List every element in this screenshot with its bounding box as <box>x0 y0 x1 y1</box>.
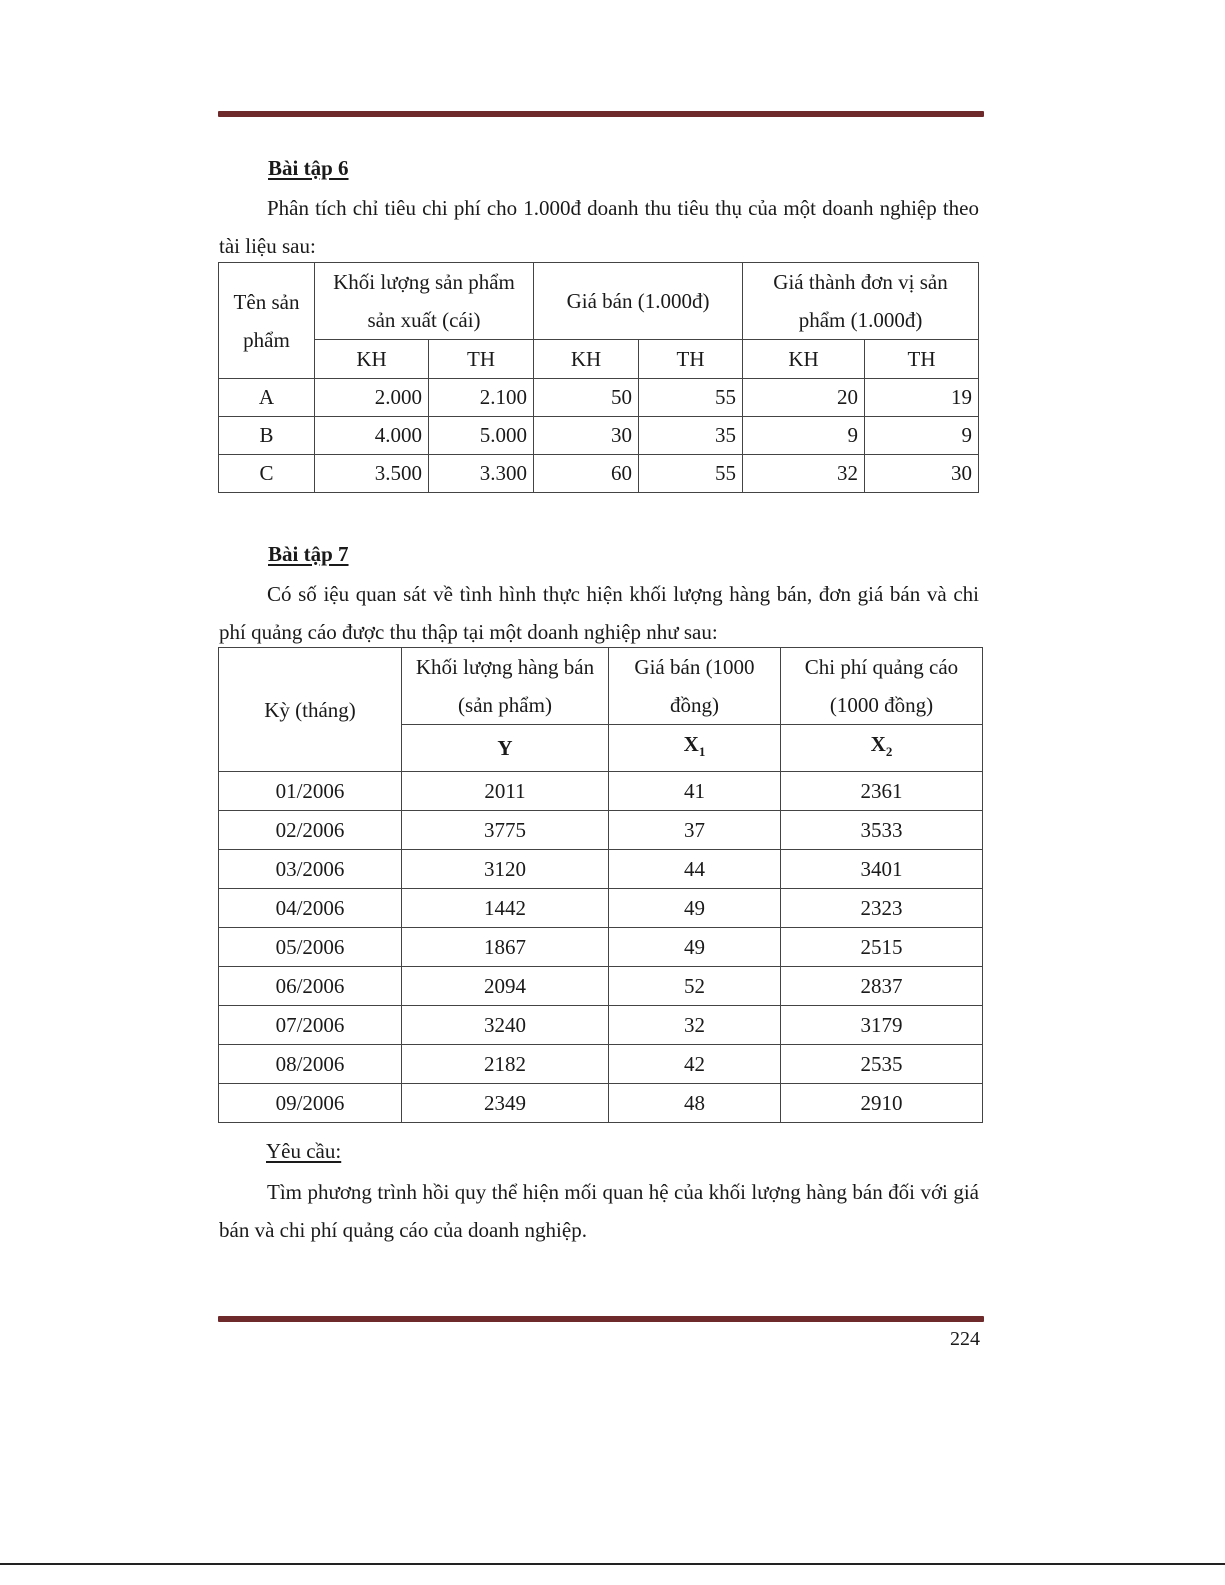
header-kh: KH <box>743 340 865 379</box>
cost-th: 9 <box>865 417 979 455</box>
table-row <box>219 1045 983 1084</box>
product-name: A <box>219 379 315 417</box>
x2-symbol: X <box>870 732 886 756</box>
table-row <box>219 1006 983 1045</box>
y-cell: 2182 <box>402 1045 609 1084</box>
table-row <box>219 1084 983 1123</box>
price-th: 55 <box>639 455 743 493</box>
qty-kh: 4.000 <box>315 417 429 455</box>
table-row <box>219 379 979 417</box>
period-cell: 09/2006 <box>219 1084 402 1123</box>
header-kh: KH <box>315 340 429 379</box>
price-th: 35 <box>639 417 743 455</box>
y-cell: 2094 <box>402 967 609 1006</box>
table-row <box>219 455 979 493</box>
requirement-label: Yêu cầu: <box>266 1139 342 1163</box>
x1-cell: 49 <box>609 889 781 928</box>
x2-cell: 3533 <box>781 811 983 850</box>
period-cell: 02/2006 <box>219 811 402 850</box>
x1-cell: 49 <box>609 928 781 967</box>
exercise6-table <box>218 262 979 493</box>
period-cell: 07/2006 <box>219 1006 402 1045</box>
period-cell: 04/2006 <box>219 889 402 928</box>
x2-cell: 2323 <box>781 889 983 928</box>
header-price: Giá bán (1000 đồng) <box>609 648 781 725</box>
table-row <box>219 772 983 811</box>
table-row <box>219 928 983 967</box>
y-cell: 3240 <box>402 1006 609 1045</box>
period-cell: 06/2006 <box>219 967 402 1006</box>
y-cell: 2011 <box>402 772 609 811</box>
x1-cell: 32 <box>609 1006 781 1045</box>
x2-cell: 2535 <box>781 1045 983 1084</box>
exercise7-heading: Bài tập 7 <box>268 542 349 566</box>
price-kh: 30 <box>534 417 639 455</box>
x2-subscript: 2 <box>885 744 893 760</box>
header-y: Y <box>402 725 609 772</box>
footer-rule <box>218 1316 984 1322</box>
header-kh: KH <box>534 340 639 379</box>
header-th: TH <box>865 340 979 379</box>
qty-kh: 2.000 <box>315 379 429 417</box>
cost-th: 19 <box>865 379 979 417</box>
qty-kh: 3.500 <box>315 455 429 493</box>
x1-cell: 42 <box>609 1045 781 1084</box>
table-row <box>219 889 983 928</box>
x2-cell: 2361 <box>781 772 983 811</box>
period-cell: 05/2006 <box>219 928 402 967</box>
x1-cell: 41 <box>609 772 781 811</box>
header-quantity: Khối lượng sản phẩm sản xuất (cái) <box>315 263 534 340</box>
header-x2 <box>781 725 983 772</box>
qty-th: 2.100 <box>429 379 534 417</box>
y-cell: 2349 <box>402 1084 609 1123</box>
cost-kh: 9 <box>743 417 865 455</box>
header-unit-cost: Giá thành đơn vị sản phẩm (1.000đ) <box>743 263 979 340</box>
product-name: C <box>219 455 315 493</box>
table-row <box>219 811 983 850</box>
period-cell: 08/2006 <box>219 1045 402 1084</box>
x1-cell: 48 <box>609 1084 781 1123</box>
cost-kh: 32 <box>743 455 865 493</box>
cost-th: 30 <box>865 455 979 493</box>
x1-cell: 44 <box>609 850 781 889</box>
requirement-text: Tìm phương trình hồi quy thể hiện mối quan hệ của khối lượng hàng bán đối với giá bán và chi phí quảng cáo của doanh nghiệp. <box>219 1180 979 1242</box>
x2-cell: 2910 <box>781 1084 983 1123</box>
header-x1 <box>609 725 781 772</box>
header-price: Giá bán (1.000đ) <box>534 263 743 340</box>
price-th: 55 <box>639 379 743 417</box>
y-cell: 3120 <box>402 850 609 889</box>
x2-cell: 3179 <box>781 1006 983 1045</box>
table-row <box>219 967 983 1006</box>
x1-cell: 52 <box>609 967 781 1006</box>
period-cell: 03/2006 <box>219 850 402 889</box>
x1-subscript: 1 <box>698 744 706 760</box>
qty-th: 5.000 <box>429 417 534 455</box>
page-edge-line <box>0 1563 1225 1565</box>
header-period: Kỳ (tháng) <box>219 648 402 772</box>
exercise7-table <box>218 647 983 1123</box>
price-kh: 50 <box>534 379 639 417</box>
exercise6-heading: Bài tập 6 <box>268 156 349 180</box>
exercise6-intro: Phân tích chỉ tiêu chi phí cho 1.000đ doanh thu tiêu thụ của một doanh nghiệp theo tài liệu sau: <box>219 196 979 258</box>
table-row <box>219 417 979 455</box>
exercise7-intro: Có số iệu quan sát về tình hình thực hiện khối lượng hàng bán, đơn giá bán và chi phí quảng cáo được thu thập tại một doanh nghiệp như sau: <box>219 582 979 644</box>
header-rule <box>218 111 984 117</box>
x1-symbol: X <box>683 732 699 756</box>
price-kh: 60 <box>534 455 639 493</box>
period-cell: 01/2006 <box>219 772 402 811</box>
y-cell: 3775 <box>402 811 609 850</box>
header-ads: Chi phí quảng cáo (1000 đồng) <box>781 648 983 725</box>
x2-cell: 2837 <box>781 967 983 1006</box>
x2-cell: 3401 <box>781 850 983 889</box>
x2-cell: 2515 <box>781 928 983 967</box>
header-product: Tên sản phẩm <box>219 263 315 379</box>
page-number: 224 <box>950 1328 980 1350</box>
header-th: TH <box>429 340 534 379</box>
product-name: B <box>219 417 315 455</box>
cost-kh: 20 <box>743 379 865 417</box>
header-th: TH <box>639 340 743 379</box>
x1-cell: 37 <box>609 811 781 850</box>
y-cell: 1442 <box>402 889 609 928</box>
qty-th: 3.300 <box>429 455 534 493</box>
table-row <box>219 850 983 889</box>
header-quantity: Khối lượng hàng bán (sản phẩm) <box>402 648 609 725</box>
y-cell: 1867 <box>402 928 609 967</box>
